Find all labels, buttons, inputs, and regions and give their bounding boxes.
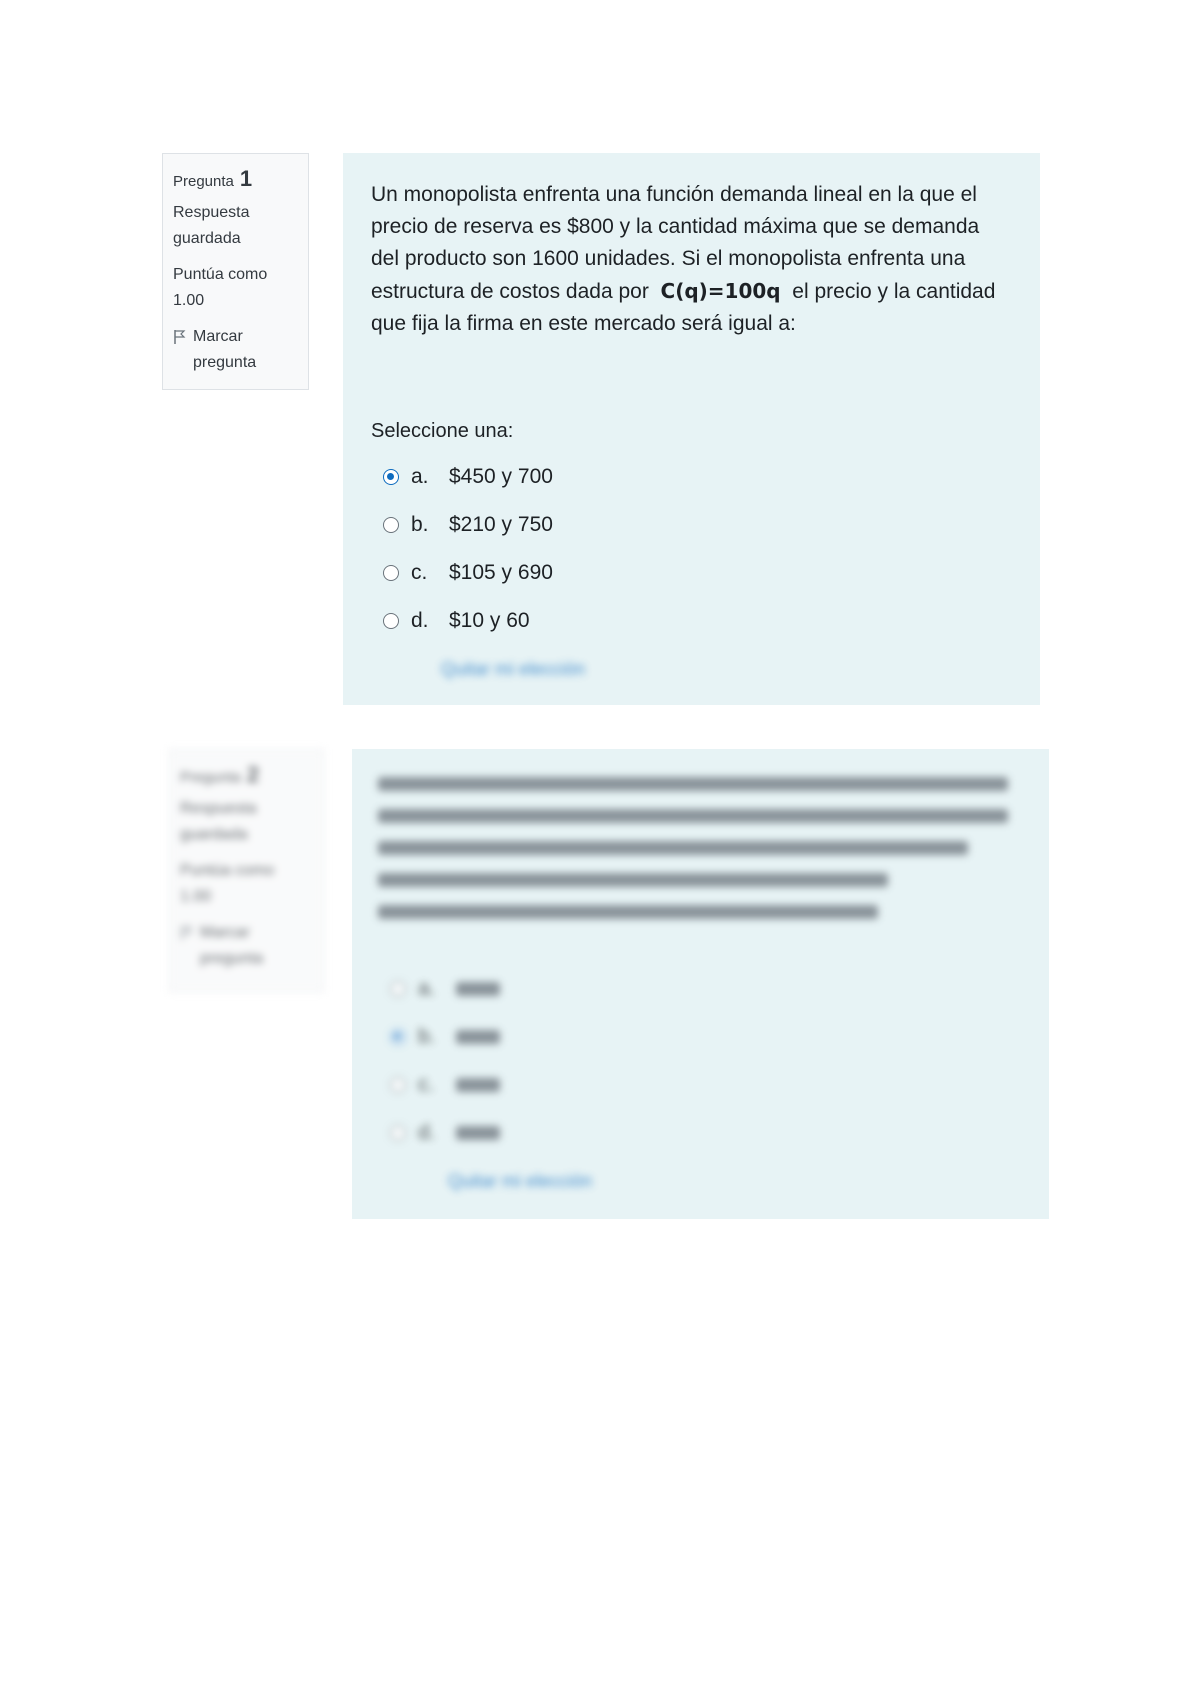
answer-letter: c. — [411, 561, 428, 584]
question-grade-value: 1.00 — [180, 888, 212, 905]
radio-button[interactable] — [390, 1125, 406, 1141]
answer-text: $10 y 60 — [449, 609, 530, 632]
question-number-value: 1 — [239, 166, 253, 191]
answer-option-a[interactable] — [378, 965, 1023, 1013]
answer-option-b[interactable] — [378, 1013, 1023, 1061]
answer-text: $105 y 690 — [449, 561, 553, 584]
question-2-info-panel — [169, 749, 324, 992]
answer-letter: d. — [411, 609, 429, 632]
answer-option-d[interactable] — [371, 597, 1012, 645]
answer-option-d[interactable] — [378, 1109, 1023, 1157]
flag-question-label: Marcar pregunta — [193, 328, 257, 371]
flag-question-label: Marcar pregunta — [200, 924, 264, 967]
question-grade-label: Puntúa como — [180, 862, 275, 879]
question-number-value: 2 — [246, 762, 260, 787]
radio-button[interactable] — [383, 613, 399, 629]
question-2-content — [352, 749, 1049, 1219]
question-label: Pregunta — [180, 769, 241, 786]
answer-list — [378, 965, 1023, 1157]
flag-icon — [180, 925, 194, 941]
answer-option-c[interactable] — [378, 1061, 1023, 1109]
answer-option-c[interactable] — [371, 549, 1012, 597]
question-text-after: el precio y la cantidad que fija la firma en este mercado será igual a: — [371, 280, 996, 335]
answer-option-b[interactable] — [371, 501, 1012, 549]
question-text-before: Un monopolista enfrenta una función demanda lineal en la que el precio de reserva es $800 y la cantidad máxima que se demanda del producto son 1600 unidades. Si el monopolista enfrenta una estructura de costos dada por — [371, 183, 980, 303]
radio-button[interactable] — [383, 517, 399, 533]
answer-prompt: Seleccione una: — [371, 420, 514, 442]
answer-letter: d. — [418, 1121, 436, 1144]
flag-question-link[interactable] — [180, 920, 313, 972]
question-2-text-blurred — [378, 775, 1023, 935]
answer-letter: a. — [418, 977, 436, 1000]
radio-button[interactable] — [390, 1077, 406, 1093]
question-state: Respuesta guardada — [173, 204, 250, 247]
question-grade-label: Puntúa como — [173, 266, 268, 283]
question-1-content — [343, 153, 1040, 705]
answer-letter: b. — [418, 1025, 436, 1048]
answer-text: $450 y 700 — [449, 465, 553, 488]
question-1-info-panel — [162, 153, 309, 390]
question-state: Respuesta guardada — [180, 800, 257, 843]
clear-choice-link[interactable]: Quitar mi elección — [448, 1171, 593, 1191]
question-label: Pregunta — [173, 173, 234, 190]
answer-letter: b. — [411, 513, 429, 536]
answer-letter: c. — [418, 1073, 435, 1096]
cost-formula: C(q)=100q — [660, 279, 781, 303]
radio-button[interactable] — [383, 565, 399, 581]
question-text — [371, 179, 1012, 340]
answer-letter: a. — [411, 465, 429, 488]
clear-choice-link[interactable]: Quitar mi elección — [441, 659, 586, 679]
question-number — [180, 762, 313, 788]
radio-button[interactable] — [390, 1029, 406, 1045]
answer-option-a[interactable] — [371, 453, 1012, 501]
flag-question-link[interactable] — [173, 324, 298, 376]
radio-button[interactable] — [390, 981, 406, 997]
radio-button[interactable] — [383, 469, 399, 485]
answer-list — [371, 453, 1012, 645]
answer-text: $210 y 750 — [449, 513, 553, 536]
flag-icon — [173, 329, 187, 345]
question-grade-value: 1.00 — [173, 292, 205, 309]
question-number — [173, 166, 298, 192]
